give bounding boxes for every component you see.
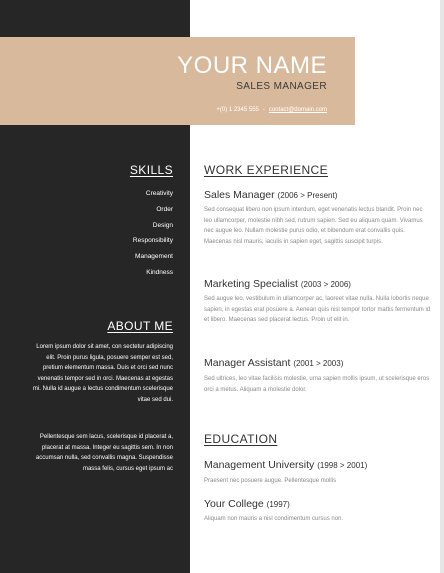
work-period: (2003 > 2006) (300, 280, 351, 289)
work-role: Sales Manager (204, 189, 275, 201)
contact-separator: - (262, 107, 265, 113)
about-paragraph: Lorem ipsum dolor sit amet, con sectetur adipiscing elit. Proin purus ligula, posuere semper est sed, pretium elementum massa. Duis et orci sed nunc venenatis tempor sed in orci. Maecenas at egestas mi. Nulla id augue a lectus condimentum scelerisque vitae sed dui. (32, 344, 173, 403)
work-experience-heading: WORK EXPERIENCE (204, 163, 329, 177)
skill-item: Order (156, 205, 173, 213)
email-link[interactable]: contact@domain.com (268, 107, 327, 113)
name-banner (0, 37, 355, 125)
skill-item: Creativity (145, 190, 173, 197)
education-heading: EDUCATION (204, 432, 278, 446)
work-period: (2001 > 2003) (293, 359, 344, 368)
education-period: (1998 > 2001) (317, 461, 368, 470)
work-entry-title (204, 278, 351, 290)
about-paragraph: Pellentesque sem lacus, scelerisque id placerat a, placerat at massa. Integer eu sagittis sem. In non accumsan nulla, sed convallis magna. Suspendisse massa felis, cursus eget ipsum ac (35, 434, 173, 472)
contact-line (216, 107, 327, 113)
candidate-name: YOUR NAME (177, 52, 327, 79)
school-name: Management University (204, 459, 315, 471)
job-title: SALES MANAGER (236, 81, 327, 92)
work-description: Sed ultrices, leo vitae facilisis molestie, urna sapien mollis ipsum, ut scelerisque eros orci a metus. Aliquam a molestie dolor. (204, 376, 430, 393)
work-period: (2006 > Present) (277, 191, 338, 200)
education-entry-title (204, 459, 367, 471)
work-role: Marketing Specialist (204, 278, 298, 290)
education-entry-title (204, 498, 290, 510)
about-heading: ABOUT ME (107, 319, 173, 333)
skill-item: Design (152, 221, 173, 229)
skills-heading: SKILLS (129, 163, 173, 177)
skill-item: Kindness (146, 268, 173, 276)
skill-item: Management (135, 253, 173, 261)
work-description: Sed augue leo, vestibulum in ullamcorper ac, laoreet vitae nulla. Nulla lobortis neque sapien, in egestas erat posuere a. Aenean quis nisl tempor tortor mattis fermentum id et libero. Maecenas sed placerat lectus. Proin ut elit in. (204, 296, 431, 323)
education-period: (1997) (266, 500, 290, 509)
phone-number: +(0) 1 2345 555 (216, 107, 259, 113)
education-description: Praesent nec posuere augue. Pellentesque mollis (204, 478, 337, 484)
work-entry-title (204, 189, 337, 201)
school-name: Your College (204, 498, 264, 510)
skill-item: Responsibility (132, 237, 173, 245)
work-entry-title (204, 357, 343, 369)
work-role: Manager Assistant (204, 357, 291, 369)
skills-list (0, 189, 173, 284)
education-description: Aliquam non mauris a nisl condimentum cursus non. (204, 516, 344, 522)
page-edge (440, 0, 444, 573)
work-description: Sed consequat libero non ipsum interdum, eget venenatis lectus blandit. Proin nec leo ullamcorper, molestie nibh sed, rutrum sapien. Sed eu aliquam quam. Vivamus nec augue leo. Nullam molestie purus odio, et bibendum erat convallis quis. Maecenas nisl mauris, iaculis in sapien eget, sagittis suscipit turpis. (204, 207, 423, 245)
